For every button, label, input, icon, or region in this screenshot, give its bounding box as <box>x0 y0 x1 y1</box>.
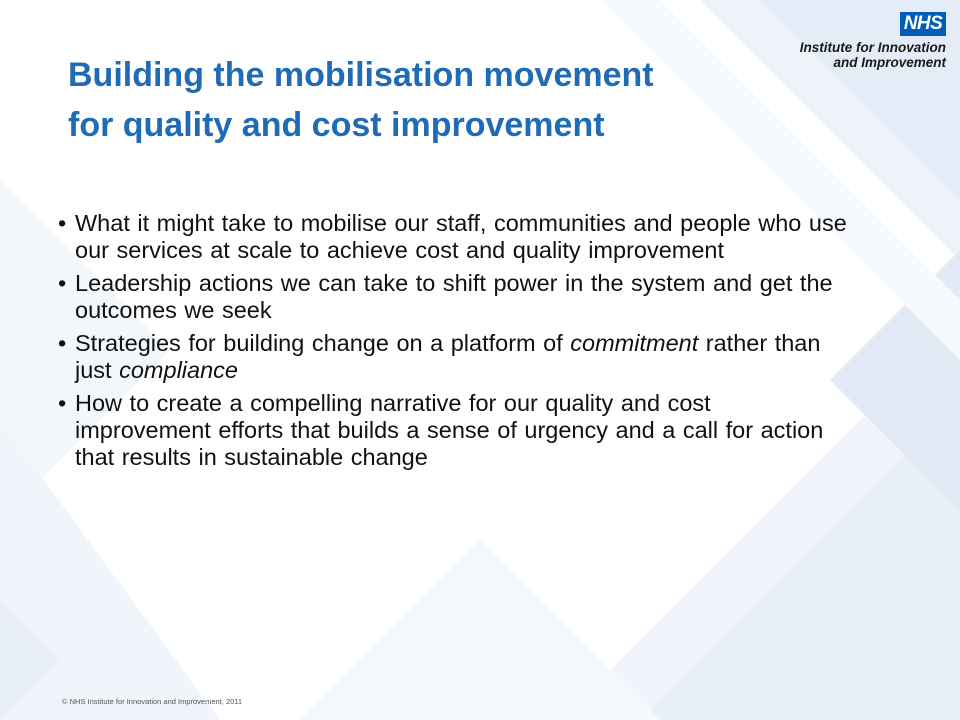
bullet-item <box>60 390 850 471</box>
bullet-text: Leadership actions we can take to shift power in the system and get the outcomes we seek <box>75 270 833 323</box>
bullet-emphasis: commitment <box>570 330 699 356</box>
bullet-item <box>60 210 850 264</box>
bullet-text: What it might take to mobilise our staff, communities and people who use our services at scale to achieve cost and quality improvement <box>75 210 847 263</box>
bullet-dot-icon: • <box>58 390 67 416</box>
logo-line-2: and Improvement <box>833 55 946 70</box>
logo-line-1: Institute for Innovation <box>799 40 946 55</box>
copyright-footer: © NHS Institute for Innovation and Improvement, 2011 <box>62 697 243 706</box>
bullet-text-mid: rather than just <box>75 330 821 383</box>
bullet-item <box>60 270 850 324</box>
bullet-dot-icon: • <box>58 270 67 296</box>
bullet-dot-icon: • <box>58 330 67 356</box>
slide-title <box>68 50 808 150</box>
bullet-emphasis: compliance <box>119 357 238 383</box>
title-line-2: for quality and cost improvement <box>68 106 605 144</box>
bullet-text: How to create a compelling narrative for our quality and cost improvement efforts that builds a sense of urgency and a call for action that results in sustainable change <box>75 390 824 470</box>
bullet-dot-icon: • <box>58 210 67 236</box>
bullet-text-pre: Strategies for building change on a platform of <box>75 330 571 356</box>
title-line-1: Building the mobilisation movement <box>68 56 654 94</box>
bullet-list <box>60 210 850 477</box>
nhs-badge: NHS <box>900 12 946 36</box>
bullet-item <box>60 330 850 384</box>
